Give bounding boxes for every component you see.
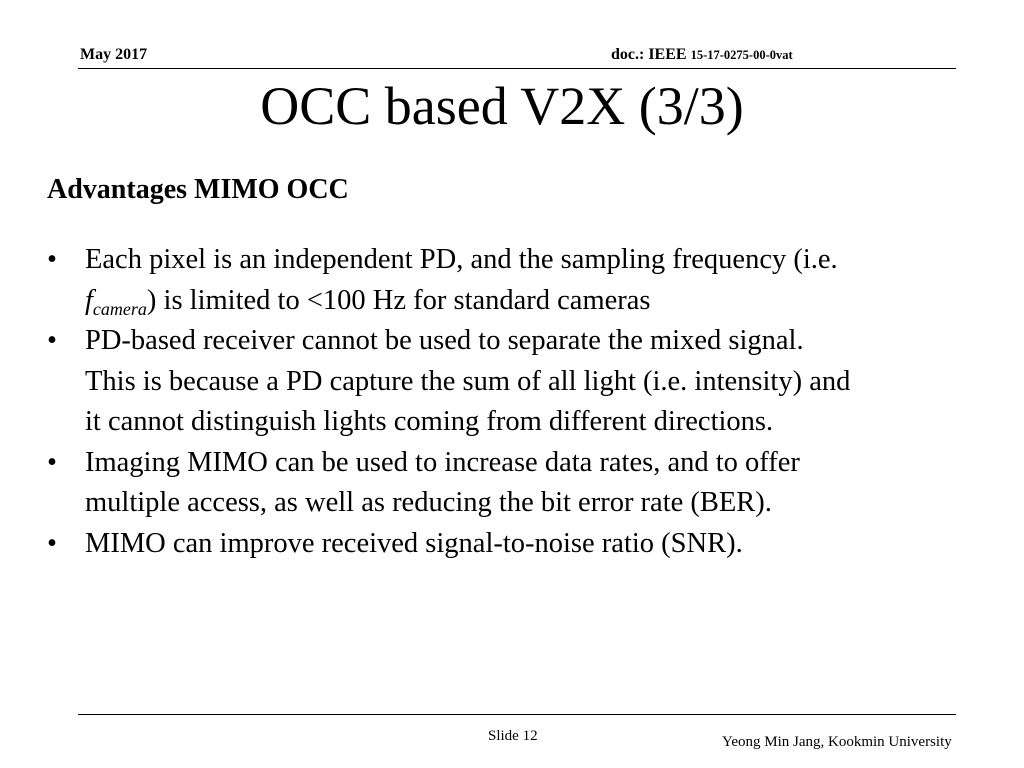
bullet-list (47, 240, 1012, 564)
bullet-dot: • (47, 244, 57, 275)
section-heading: Advantages MIMO OCC (47, 174, 349, 205)
bullet-item-mimo-snr (47, 524, 1012, 565)
bullet-dot: • (47, 325, 57, 356)
frequency-subscript: camera (92, 298, 147, 319)
bullet-item-pixel-pd (47, 240, 1012, 321)
bullet-line: MIMO can improve received signal-to-noise ratio (SNR). (85, 527, 743, 559)
bullet-line-rest: ) is limited to <100 Hz for standard cameras (146, 284, 651, 316)
bullet-dot: • (47, 446, 57, 478)
bullet-line: Imaging MIMO can be used to increase data rates, and to offer (85, 446, 800, 478)
bullet-item-imaging-mimo (47, 443, 1012, 524)
bullet-line: it cannot distinguish lights coming from different directions. (85, 406, 774, 437)
bullet-dot: • (47, 527, 57, 559)
bullet-line (85, 281, 1012, 322)
bullet-line: This is because a PD capture the sum of all light (i.e. intensity) and (85, 365, 851, 397)
frequency-symbol: f (85, 284, 93, 316)
header-doc-id (611, 46, 793, 64)
header-doc-label: doc.: IEEE (611, 46, 691, 63)
slide-title: OCC based V2X (3/3) (260, 76, 744, 136)
header-divider (78, 68, 956, 69)
header-date: May 2017 (80, 46, 148, 63)
footer-author: Yeong Min Jang, Kookmin University (722, 734, 952, 750)
bullet-line: PD-based receiver cannot be used to separate the mixed signal. (85, 325, 804, 356)
bullet-item-pd-receiver (47, 321, 1012, 443)
header-doc-number: 15-17-0275-00-0vat (690, 48, 793, 62)
bullet-line: Each pixel is an independent PD, and the sampling frequency (i.e. (85, 244, 838, 275)
slide-number: Slide 12 (488, 728, 538, 744)
footer-divider (78, 714, 956, 715)
bullet-line: multiple access, as well as reducing the bit error rate (BER). (85, 487, 772, 518)
